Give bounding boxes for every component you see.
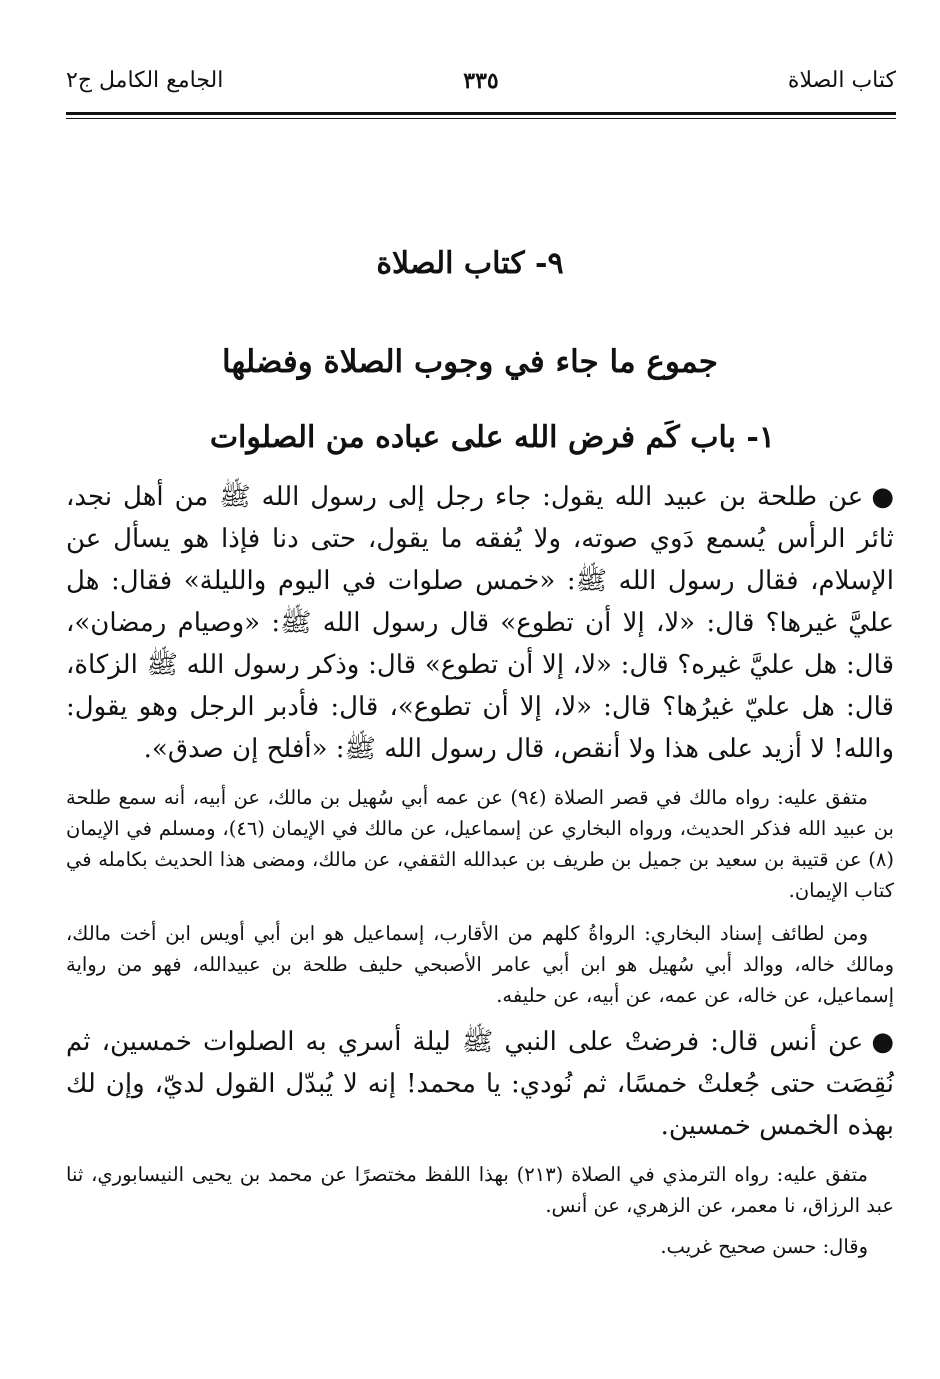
takhrij-note-2: متفق عليه: رواه الترمذي في الصلاة (٢١٣) بهذا اللفظ مختصرًا عن محمد بن يحيى النيسابوري، ثنا عبد الرزاق، نا معمر، عن الزهري، عن أنس. bbox=[66, 1163, 894, 1217]
hadith-paragraph-2 bbox=[66, 1021, 894, 1147]
header-series-name: الجامع الكامل ج٢ bbox=[66, 68, 224, 93]
hadith-text-2: عن أنس قال: فرضتْ على النبي ﷺ ليلة أسري به الصلوات خمسين، ثم نُقِصَت حتى جُعلتْ خمسًا، ثم نُودي: يا محمد! إنه لا يُبدّل القول لديّ، وإن لك بهذه الخمس خمسين. bbox=[66, 1027, 894, 1141]
book-title: ٩- كتاب الصلاة bbox=[376, 246, 564, 281]
grading-note: وقال: حسن صحيح غريب. bbox=[660, 1235, 868, 1258]
hadith-text-1: عن طلحة بن عبيد الله يقول: جاء رجل إلى رسول الله ﷺ من أهل نجد، ثائر الرأس يُسمع دَوي صوته، ولا يُفقه ما يقول، حتى دنا فإذا هو يسأل عن الإسلام، فقال رسول الله ﷺ: «خمس صلوات في اليوم والليلة» فقال: هل عليَّ غيرها؟ قال: «لا، إلا أن تطوع» قال رسول الله ﷺ: «وصيام رمضان»، قال: هل عليَّ غيره؟ قال: «لا، إلا أن تطوع» قال: وذكر رسول الله ﷺ الزكاة، قال: هل عليّ غيرُها؟ قال: «لا، إلا أن تطوع»، قال: فأدبر الرجل وهو يقول: والله! لا أزيد على هذا ولا أنقص، قال رسول الله ﷺ: «أفلح إن صدق». bbox=[66, 482, 894, 764]
section-title: جموع ما جاء في وجوب الصلاة وفضلها bbox=[222, 344, 718, 380]
running-header bbox=[66, 68, 896, 108]
takhrij-note-1: متفق عليه: رواه مالك في قصر الصلاة (٩٤) عن عمه أبي سُهيل بن مالك، عن أبيه، أنه سمع طلحة بن عبيد الله فذكر الحديث، ورواه البخاري عن إسماعيل، عن مالك في الإيمان (٤٦)، ومسلم في الإيمان (٨) عن قتيبة بن سعيد بن جميل بن طريف بن عبدالله الثقفي، عن مالك، ومضى هذا الحديث بكامله في كتاب الإيمان. bbox=[66, 786, 894, 902]
bullet-icon: ● bbox=[871, 482, 894, 512]
hadith-paragraph-1 bbox=[66, 476, 894, 770]
header-book-name: كتاب الصلاة bbox=[787, 68, 896, 93]
page-number: ٣٣٥ bbox=[463, 68, 499, 94]
isnad-note: ومن لطائف إسناد البخاري: الرواةُ كلهم من الأقارب، إسماعيل هو ابن أبي أويس ابن أخت مالك، ومالك خاله، ووالد أبي سُهيل هو ابن أبي عامر الأصبحي حليف طلحة بن عبيدالله، فهو من رواية إسماعيل، عن خاله، عن عمه، عن أبيه، عن حليفه. bbox=[66, 922, 894, 1007]
bullet-icon: ● bbox=[871, 1027, 894, 1057]
header-rule-thick bbox=[66, 112, 896, 115]
page-body bbox=[66, 476, 894, 1262]
header-rule-thin bbox=[66, 118, 896, 119]
chapter-title: ١- باب كَم فرض الله على عباده من الصلوات bbox=[209, 420, 775, 455]
